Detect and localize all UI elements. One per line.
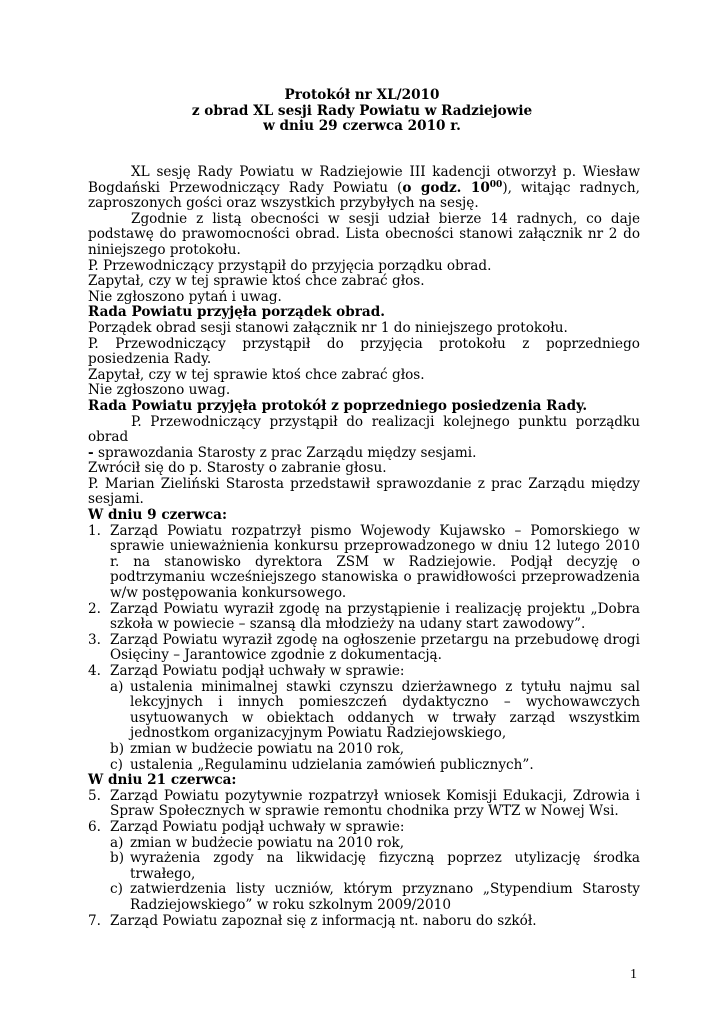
list-item: [88, 820, 640, 836]
list-item-text: Zarząd Powiatu wyraził zgodę na ogłoszenie przetargu na przebudowę drogi Osięciny – Jarantowice zgodnie z dokumentacją.: [110, 631, 640, 664]
list-item-number: 6.: [88, 818, 101, 835]
sub-list-item: [88, 742, 640, 758]
list-item-number: 4.: [88, 663, 101, 679]
intro-text-1: XL sesję Rady Powiatu w Radziejowie III kadencji otworzył p. Wiesław Bogdański Przewodniczący Rady Powiatu (: [88, 164, 640, 196]
sub-list-item: [88, 680, 640, 742]
list-item: [88, 524, 640, 602]
ask-question-2: Zapytał, czy w tej sprawie ktoś chce zabrać głos.: [88, 366, 425, 383]
sub-list-item-text: ustalenia minimalnej stawki czynszu dzierżawnego z tytułu najmu sal lekcyjnych i innych pomieszczeń dydaktyczno – wychowawczych usytuowanych w obiektach oddanych w trwały zarząd wszystkim jednostkom organizacyjnym Powiatu Radziejowskiego,: [130, 678, 640, 742]
list-item-text: Zarząd Powiatu pozytywnie rozpatrzył wniosek Komisji Edukacji, Zdrowia i Spraw Społecznych w sprawie remontu chodnika przy WTZ w Nowej Wsi.: [110, 787, 640, 820]
sub-list-item-text: wyrażenia zgody na likwidację fizyczną poprzez utylizację środka trwałego,: [130, 850, 640, 882]
report-start-text: sprawozdania Starosty z prac Zarządu między sesjami.: [93, 444, 477, 461]
list-item-number: 1.: [88, 522, 101, 539]
section-heading-june-21: W dniu 21 czerwca:: [88, 772, 237, 789]
list-item: [88, 633, 640, 664]
sub-list-item: [88, 882, 640, 913]
list-item-number: 5.: [88, 787, 101, 804]
session-time-hour: o godz. 10: [402, 179, 490, 196]
minutes-start: P. Przewodniczący przystąpił do przyjęcia protokołu z poprzedniego posiedzenia Rady.: [88, 335, 640, 368]
list-item-number: 7.: [88, 912, 101, 929]
title-line-1: Protokół nr XL/2010: [284, 87, 440, 103]
sub-list-item-letter: a): [110, 834, 124, 851]
page-number: 1: [630, 967, 637, 982]
minutes-adopted: Rada Powiatu przyjęła protokół z poprzedniego posiedzenia Rady.: [88, 397, 588, 414]
ask-question-1: Zapytał, czy w tej sprawie ktoś chce zabrać głos.: [88, 273, 425, 290]
intro-paragraph: [88, 165, 640, 212]
no-questions-2: Nie zgłoszono uwag.: [88, 382, 231, 399]
list-item: [88, 602, 640, 633]
sub-list-item-letter: a): [110, 678, 124, 695]
document-title: [0, 88, 724, 135]
floor-request: Zwrócił się do p. Starosty o zabranie głosu.: [88, 460, 387, 477]
section-heading-june-9: W dniu 9 czerwca:: [88, 507, 227, 524]
report-start-line: P. Przewodniczący przystąpił do realizacji kolejnego punktu porządku obrad: [88, 413, 640, 446]
sub-list-item: [88, 758, 640, 774]
sub-list-item-text: zmian w budżecie powiatu na 2010 rok,: [130, 740, 405, 757]
title-line-3: w dniu 29 czerwca 2010 r.: [263, 118, 461, 135]
list-item-number: 3.: [88, 631, 101, 648]
sub-list-item-text: zatwierdzenia listy uczniów, którym przyznano „Stypendium Starosty Radziejowskiego” w roku szkolnym 2009/2010: [130, 881, 640, 913]
list-item-text: Zarząd Powiatu zapoznał się z informacją nt. naboru do szkół.: [110, 912, 537, 929]
sub-list-item-letter: b): [110, 740, 125, 757]
title-line-2: z obrad XL sesji Rady Powiatu w Radziejowie: [191, 102, 533, 119]
agenda-adopted: Rada Powiatu przyjęła porządek obrad.: [88, 304, 385, 321]
sub-list-item-letter: b): [110, 850, 125, 867]
quorum-paragraph: Zgodnie z listą obecności w sesji udział bierze 14 radnych, co daje podstawę do prawomocności obrad. Lista obecności stanowi załącznik nr 2 do niniejszego protokołu.: [88, 210, 640, 258]
list-item: [88, 914, 640, 930]
sub-list-item-letter: c): [110, 756, 123, 773]
list-item-text: Zarząd Powiatu wyraził zgodę na przystąpienie i realizację projektu „Dobra szkoła w powiecie – szansą dla młodzieży na udany start zawodowy”.: [110, 600, 640, 633]
sub-list-item-letter: c): [110, 881, 123, 898]
document-body: [88, 165, 640, 929]
list-item-text: Zarząd Powiatu podjął uchwały w sprawie:: [110, 663, 405, 679]
session-time-minutes: 00: [489, 179, 503, 190]
agenda-start: P. Przewodniczący przystąpił do przyjęcia porządku obrad.: [88, 257, 492, 274]
starosta-report: P. Marian Zieliński Starosta przedstawił sprawozdanie z prac Zarządu między sesjami.: [88, 475, 640, 508]
list-item-number: 2.: [88, 600, 101, 617]
agenda-attachment: Porządek obrad sesji stanowi załącznik nr 1 do niniejszego protokołu.: [88, 319, 568, 336]
sub-list-item: [88, 836, 640, 852]
list-item: [88, 664, 640, 680]
session-time: [402, 180, 502, 196]
list-item: [88, 789, 640, 820]
sub-list-item-text: ustalenia „Regulaminu udzielania zamówień publicznych”.: [130, 756, 534, 773]
sub-list-item: [88, 851, 640, 882]
report-start-continuation: [88, 446, 640, 462]
sub-list-item-text: zmian w budżecie powiatu na 2010 rok,: [130, 834, 405, 851]
list-item-text: Zarząd Powiatu rozpatrzył pismo Wojewody Kujawsko – Pomorskiego w sprawie unieważnienia konkursu przeprowadzonego w dniu 12 lutego 2010 r. na stanowisko dyrektora ZSM w Radziejowie. Podjął decyzję o podtrzymaniu wcześniejszego stanowiska o prawidłowości przeprowadzenia w/w postępowania konkursowego.: [110, 522, 640, 602]
no-questions-1: Nie zgłoszono pytań i uwag.: [88, 288, 282, 305]
report-dash: -: [88, 444, 94, 461]
list-item-text: Zarząd Powiatu podjął uchwały w sprawie:: [110, 818, 405, 835]
intro-text-2: ), witając radnych, zaproszonych gości oraz wszystkich przybyłych na sesję.: [88, 179, 640, 212]
